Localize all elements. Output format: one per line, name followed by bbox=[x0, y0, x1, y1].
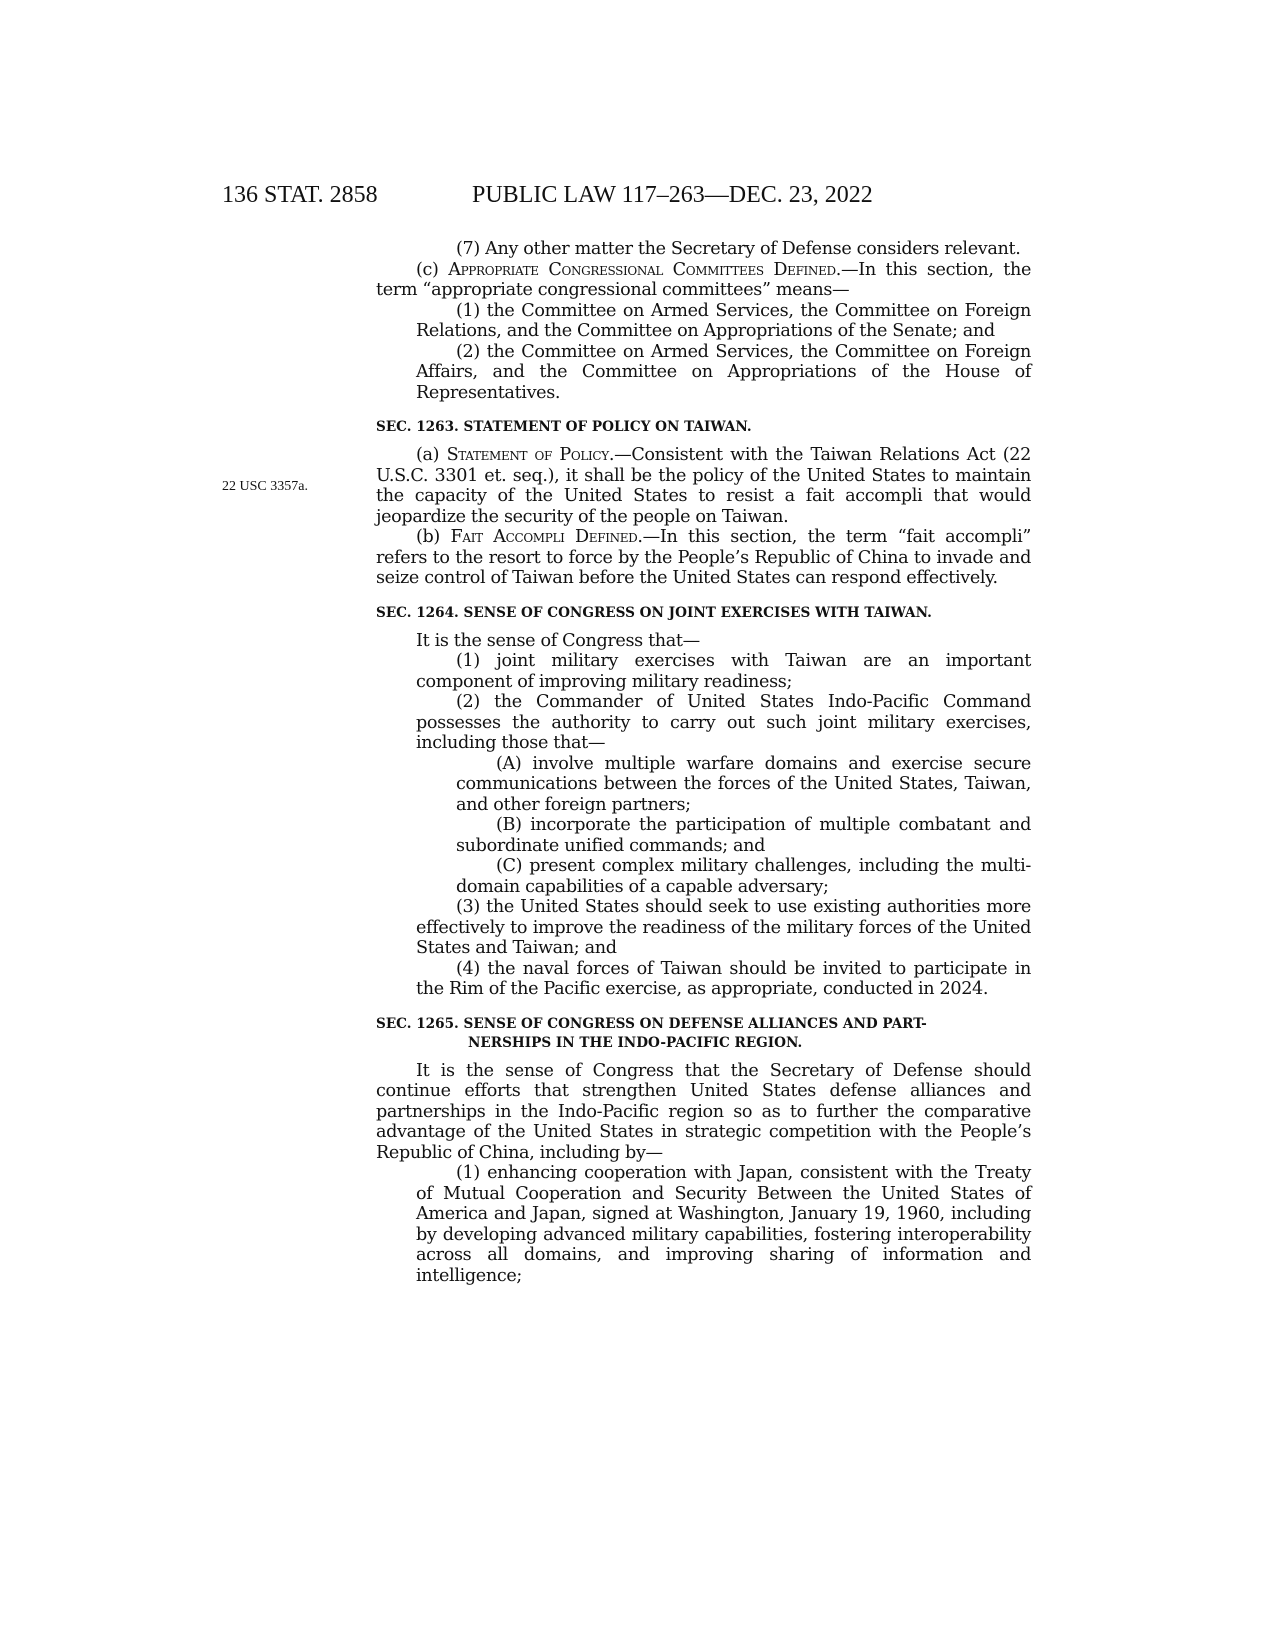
section-1265-heading bbox=[376, 1015, 1031, 1053]
sec1264-item-4: (4) the naval forces of Taiwan should be invited to participate in the Rim of the Pacific exercise, as appropriate, conducted in 2024. bbox=[416, 958, 1031, 999]
sec1263-b: (b) Fait Accompli Defined.—In this section, the term “fait accompli” refers to the resort to force by the People’s Republic of China to invade and seize control of Taiwan before the United States can respond effectively. bbox=[376, 527, 1031, 588]
sec1264-item-C: (C) present complex military challenges, including the multi-domain capabilities of a capable adversary; bbox=[456, 856, 1031, 897]
sec1265-item-1: (1) enhancing cooperation with Japan, consistent with the Treaty of Mutual Cooperation and Security Between the United States of America and Japan, signed at Washington, January 19, 1960, including by developing advanced military capabilities, fostering interoperability across all domains, and improving sharing of information and intelligence; bbox=[416, 1163, 1031, 1286]
section-1264-heading: SEC. 1264. SENSE OF CONGRESS ON JOINT EXERCISES WITH TAIWAN. bbox=[376, 604, 932, 621]
section-1265-heading-line2: NERSHIPS IN THE INDO-PACIFIC REGION. bbox=[468, 1034, 803, 1051]
section-1265-heading-line1: SEC. 1265. SENSE OF CONGRESS ON DEFENSE ALLIANCES AND PART- bbox=[376, 1015, 927, 1032]
paragraph-7: (7) Any other matter the Secretary of Defense considers relevant. bbox=[456, 239, 1021, 259]
header-title: PUBLIC LAW 117–263—DEC. 23, 2022 bbox=[472, 182, 873, 208]
page-stat-number: 136 STAT. 2858 bbox=[222, 182, 378, 208]
sec1263-b-heading: Fait Accompli Defined bbox=[450, 527, 638, 547]
subsection-c: (c) Appropriate Congressional Committees Defined.—In this section, the term “appropriate congressional committees” means— bbox=[376, 259, 1032, 300]
item-c2: (2) the Committee on Armed Services, the Committee on Foreign Affairs, and the Committee on Appropriations of the House of Representatives. bbox=[416, 341, 1031, 403]
sec1264-item-B: (B) incorporate the participation of multiple combatant and subordinate unified commands; and bbox=[456, 815, 1031, 856]
sec1264-item-2: (2) the Commander of United States Indo-Pacific Command possesses the authority to carry out such joint military exercises, including those that— bbox=[416, 692, 1031, 753]
item-c1: (1) the Committee on Armed Services, the Committee on Foreign Relations, and the Committee on Appropriations of the Senate; and bbox=[416, 300, 1031, 341]
sec1263-a-heading: Statement of Policy bbox=[446, 445, 609, 465]
sec1263-a: (a) Statement of Policy.—Consistent with the Taiwan Relations Act (22 U.S.C. 3301 et. seq.), it shall be the policy of the United States to maintain the capacity of the United States to resist a fait accompli that would jeopardize the security of the people on Taiwan. bbox=[376, 445, 1031, 527]
section-1263-heading: SEC. 1263. STATEMENT OF POLICY ON TAIWAN. bbox=[376, 419, 752, 435]
subsection-c-heading: Appropriate Congressional Committees Defined bbox=[448, 259, 836, 280]
margin-citation: 22 USC 3357a. bbox=[222, 479, 308, 494]
sec1264-intro: It is the sense of Congress that— bbox=[416, 630, 700, 651]
sec1264-item-A: (A) involve multiple warfare domains and exercise secure communications between the forces of the United States, Taiwan, and other foreign partners; bbox=[456, 753, 1031, 815]
document-body bbox=[376, 239, 1031, 1286]
sec1265-intro: It is the sense of Congress that the Secretary of Defense should continue efforts that strengthen United States defense alliances and partnerships in the Indo-Pacific region so as to further the comparative advantage of the United States in strategic competition with the People’s Republic of China, including by— bbox=[376, 1060, 1031, 1163]
sec1264-item-1: (1) joint military exercises with Taiwan are an important component of improving military readiness; bbox=[416, 651, 1031, 692]
sec1264-item-3: (3) the United States should seek to use existing authorities more effectively to improve the readiness of the military forces of the United States and Taiwan; and bbox=[416, 897, 1031, 958]
